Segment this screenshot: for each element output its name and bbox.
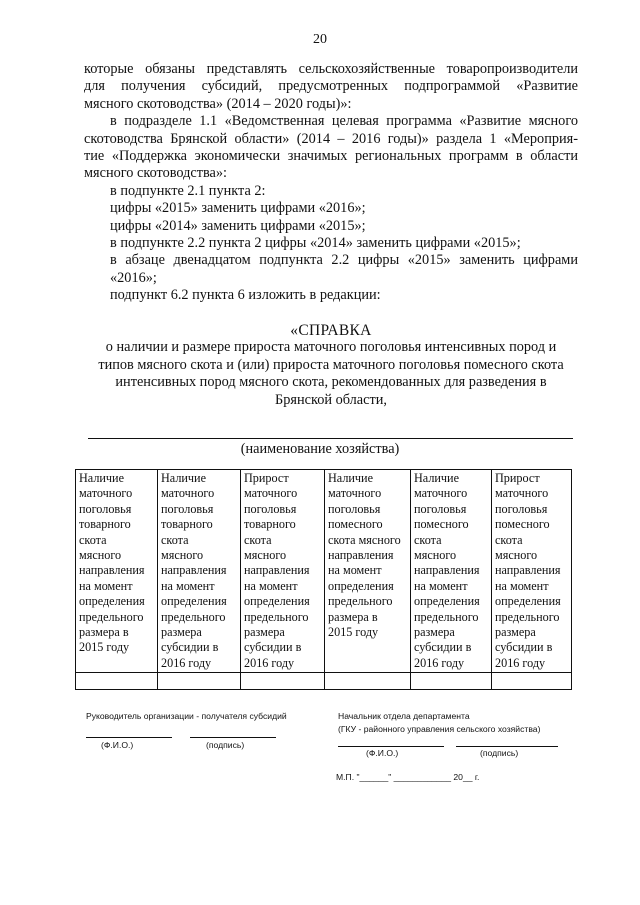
body-line: цифры «2014» заменить цифрами «2015»; xyxy=(110,217,366,234)
heading-line: о наличии и размере прироста маточного поголовья интенсивных пород и xyxy=(105,339,557,356)
body-line: «2016»; xyxy=(110,269,157,286)
header-cell: Наличие маточного поголовья помесного скота мясного направления на момент определения предельного размера субсидии в 2016 году xyxy=(411,470,492,673)
left-signer-title: Руководитель организации - получателя субсидий xyxy=(86,711,287,721)
stamp-date-line: М.П. "______" ____________ 20__ г. xyxy=(336,772,480,782)
body-line: тие «Поддержка экономически значимых региональных программ в области xyxy=(84,148,578,165)
body-line: подпункт 6.2 пункта 6 изложить в редакции: xyxy=(110,287,381,304)
heading-line: интенсивных пород мясного скота, рекомендованных для разведения в xyxy=(115,374,547,391)
body-line: в подпункте 2.2 пункта 2 цифры «2014» заменить цифрами «2015»; xyxy=(110,235,521,252)
right-fio-caption: (Ф.И.О.) xyxy=(366,748,399,758)
page-number: 20 xyxy=(313,32,327,47)
body-line: в подразделе 1.1 «Ведомственная целевая программа «Развитие мясного xyxy=(110,113,578,130)
body-line: цифры «2015» заменить цифрами «2016»; xyxy=(110,200,366,217)
table-cell xyxy=(325,673,411,690)
livestock-table xyxy=(75,469,572,690)
table-cell xyxy=(241,673,325,690)
header-cell: Наличие маточного поголовья товарного скота мясного направления на момент определения предельного размера в 2015 году xyxy=(76,470,158,673)
table-cell xyxy=(158,673,241,690)
table-row xyxy=(76,673,572,690)
left-sign-line xyxy=(190,737,276,738)
farm-name-caption: (наименование хозяйства) xyxy=(240,441,400,457)
body-line: в абзаце двенадцатом подпункта 2.2 цифры «2015» заменить цифрами xyxy=(110,252,578,269)
farm-name-line xyxy=(88,438,573,439)
right-signer-title: Начальник отдела департамента xyxy=(338,711,470,721)
right-sign-line xyxy=(456,746,558,747)
body-line: в подпункте 2.1 пункта 2: xyxy=(110,182,266,199)
body-line: для получения субсидий, предусмотренных подпрограммой «Развитие xyxy=(84,78,578,95)
right-signer-subtitle: (ГКУ - районного управления сельского хозяйства) xyxy=(338,724,541,734)
table-cell xyxy=(411,673,492,690)
table-cell xyxy=(76,673,158,690)
certificate-title: «СПРАВКА xyxy=(290,322,372,339)
body-line: скотоводства Брянской области» (2014 – 2016 годы)» раздела 1 «Мероприя- xyxy=(84,130,578,147)
body-line: мясного скотоводства»: xyxy=(84,165,228,182)
right-sign-caption: (подпись) xyxy=(480,748,519,758)
table-header-row xyxy=(76,470,572,673)
header-cell: Наличие маточного поголовья товарного скота мясного направления на момент определения предельного размера субсидии в 2016 году xyxy=(158,470,241,673)
body-line: которые обязаны представлять сельскохозяйственные товаропроизводители xyxy=(84,61,578,77)
left-fio-line xyxy=(86,737,172,738)
right-fio-line xyxy=(338,746,444,747)
header-cell: Наличие маточного поголовья помесного скота мясного направления на момент определения предельного размера в 2015 году xyxy=(325,470,411,673)
table-cell xyxy=(492,673,572,690)
amendment-text xyxy=(84,61,578,305)
header-cell: Прирост маточного поголовья товарного скота мясного направления на момент определения предельного размера субсидии в 2016 году xyxy=(241,470,325,673)
heading-line: Брянской области, xyxy=(275,391,387,408)
body-line: мясного скотоводства» (2014 – 2020 годы)»: xyxy=(84,95,352,112)
left-sign-caption: (подпись) xyxy=(206,740,245,750)
left-fio-caption: (Ф.И.О.) xyxy=(101,740,134,750)
header-cell: Прирост маточного поголовья помесного скота мясного направления на момент определения предельного размера субсидии в 2016 году xyxy=(492,470,572,673)
certificate-heading xyxy=(84,322,578,409)
heading-line: типов мясного скота и (или) прироста маточного поголовья помесного скота xyxy=(98,356,564,373)
